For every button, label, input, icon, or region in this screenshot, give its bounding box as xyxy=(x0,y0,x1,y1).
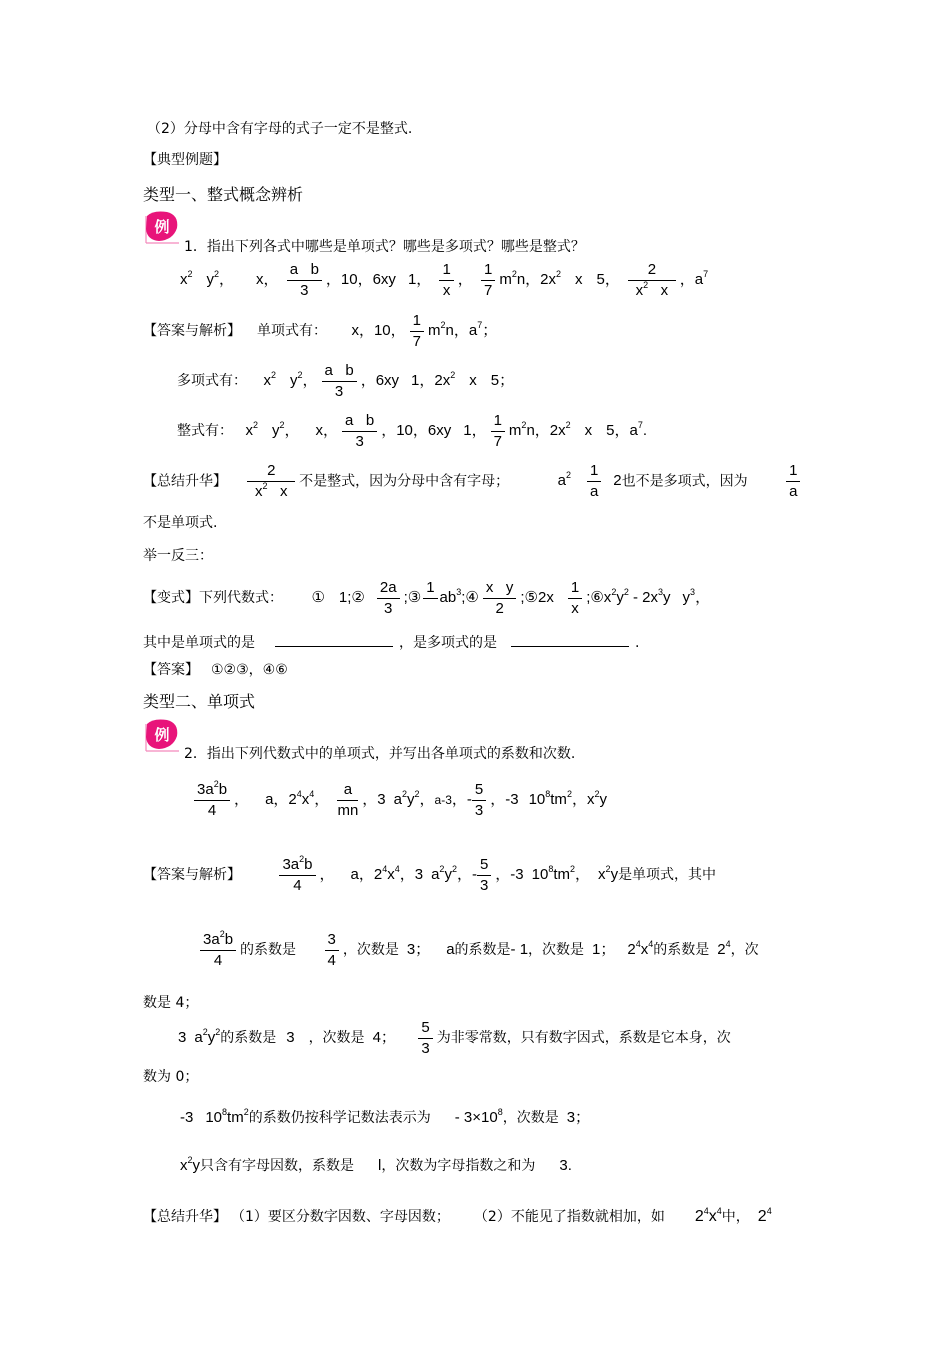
example-badge-icon xyxy=(143,210,181,244)
blank-mono xyxy=(275,634,393,647)
type2-title: 类型二、单项式 xyxy=(143,692,256,711)
type1-title: 类型一、整式概念辨析 xyxy=(143,185,304,204)
answer-2-line2: 数是 4； xyxy=(143,995,199,1011)
answer-2-line1: $\frac{3a^2b}{4}$ 的系数是 $\frac{3}{4}$ ，次数是 3； a的系数是- 1，次数是 1； $2^4x^4$的系数是 $2^4$，次 xyxy=(200,932,759,969)
svg-text:例: 例 xyxy=(154,726,170,744)
summary-1: 【总结升华】 $\frac{2}{x^2 x}$ 不是整式，因为分母中含有字母； $a^2$ $\frac{1}{a}$ 2也不是多项式，因为 $\frac{1}{a}$ xyxy=(143,463,804,500)
answer-2-row: 【答案与解析】 $\frac{3a^2b}{4}$ ， a，$2^4x^4$，3 $a^2y^2$，- $\frac{5}{3}$ ，-3 $10^8tm^2$， $x^2y$是单项式，其中 xyxy=(143,854,717,894)
example-badge-icon xyxy=(143,718,181,752)
expression-list-2: $\frac{3a^2b}{4}$ ， a，$2^4x^4$， $\frac{a}{mn}$ ，3 $a^2y^2$，a-3，- $\frac{5}{3}$ ，-3 $10^8tm^2$，$x^2y$ xyxy=(190,782,607,819)
extend-label: 举一反三： xyxy=(143,548,213,564)
expression-list-1: $x^2$ $y^2$， x， $\frac{\text{a b}}{3}$ ，10，6xy 1， $\frac{1}{x}$ ， $\frac{1}{7}$ $m^2n$，$2x^2$ x 5， $\frac{2}{x^2 x}$ ，$a^7$ xyxy=(180,261,709,299)
summary-2: 【总结升华】 （1）要区分数字因数、字母因数； （2）不能见了指数就相加，如 $2^4x^4$中， $2^4$ xyxy=(143,1206,772,1225)
variant-row: 【变式】下列代数式： ① 1;② $\frac{2a}{3}$ ;③ 1 $ab^3;④$ $\frac{\text{x y}}{2}$ ;⑤2x $\frac{1}{x}$ $;⑥x^2y^2 - 2x^3y$ $y^3$， xyxy=(143,579,711,617)
blank-poly xyxy=(511,634,629,647)
note-line: （2）分母中含有字母的式子一定不是整式. xyxy=(147,121,413,137)
variant-question: 其中是单项式的是 ，是多项式的是 . xyxy=(143,635,640,651)
section-label: 【典型例题】 xyxy=(143,152,227,168)
summary-1-cont: 不是单项式. xyxy=(143,515,218,531)
answer-row-mono: 【答案与解析】 单项式有： x，10， $\frac{1}{7}$ $m^2n$，$a^7$； xyxy=(143,312,498,350)
variant-answer: 【答案】 ①②③，④⑥ xyxy=(143,662,288,678)
answer-2-line6: $x^2y$只含有字母因数，系数是 l，次数为字母指数之和为 3. xyxy=(180,1155,572,1174)
answer-2-line3: 3 $a^2y^2$的系数是 3 ，次数是 4； $\frac{5}{3}$ 为非零常数，只有数字因式，系数是它本身，次 xyxy=(178,1019,731,1057)
question-1: 1．指出下列各式中哪些是单项式？哪些是多项式？哪些是整式？ xyxy=(184,239,585,255)
answer-row-int: 整式有： $x^2$ $y^2$， x， $\frac{\text{a b}}{3}$ ，10，6xy 1， $\frac{1}{7}$ $m^2n$，$2x^2$ x 5，$a^7$. xyxy=(177,412,648,450)
svg-text:例: 例 xyxy=(154,218,170,236)
answer-2-line5: -3 $10^8tm^2$的系数仍按科学记数法表示为 - $3\times 10^8$，次数是 3； xyxy=(180,1107,591,1126)
answer-row-poly: 多项式有： $x^2$ $y^2$， $\frac{\text{a b}}{3}$ ，6xy 1，$2x^2$ x 5； xyxy=(177,362,515,400)
answer-2-line4: 数为 0； xyxy=(143,1069,199,1085)
question-2: 2．指出下列代数式中的单项式，并写出各单项式的系数和次数. xyxy=(184,746,576,762)
